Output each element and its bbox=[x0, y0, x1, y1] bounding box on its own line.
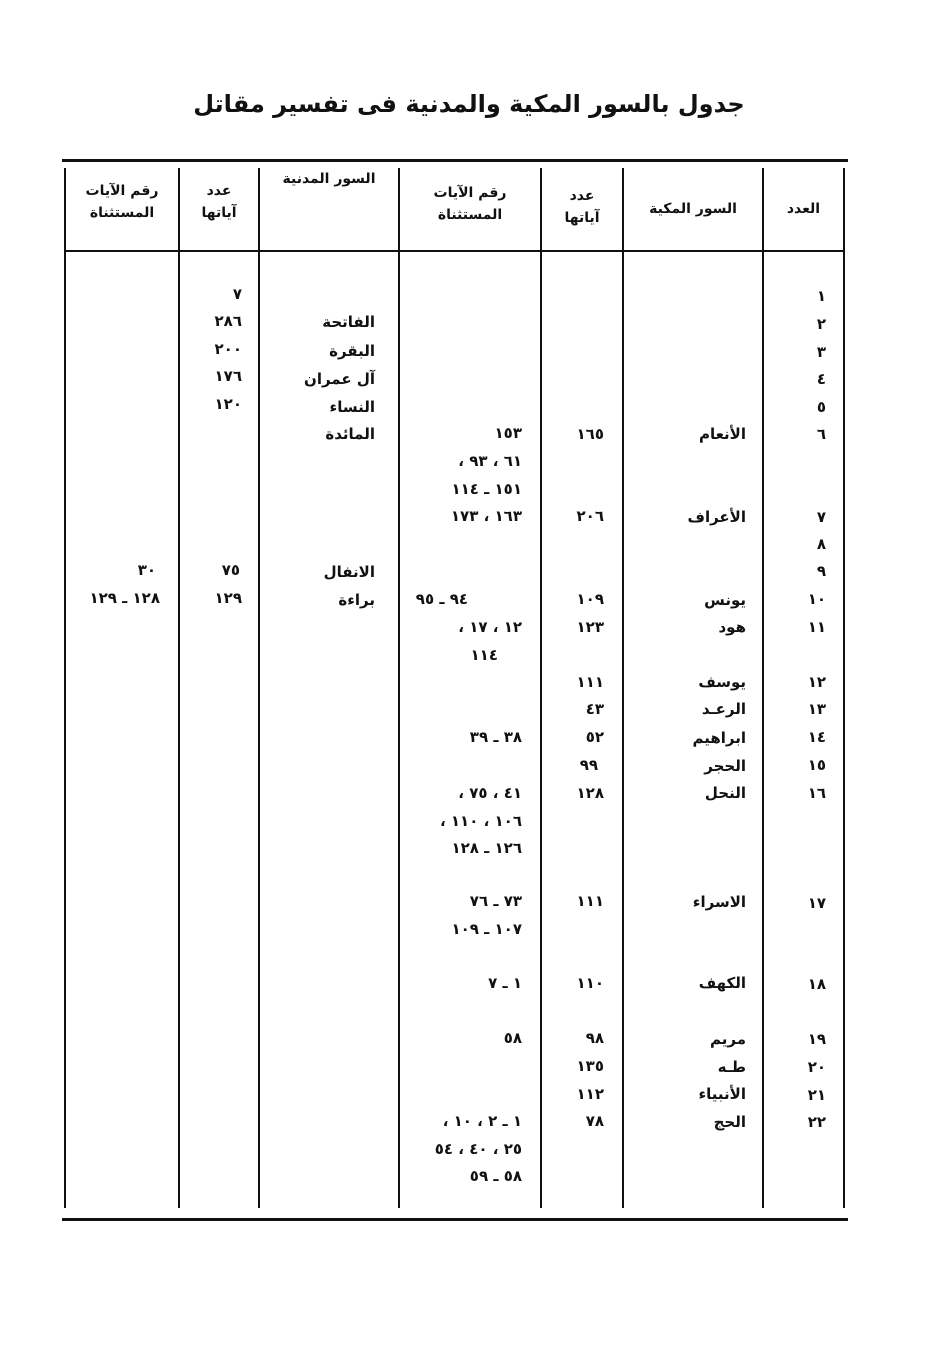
header-meccan-excepted: رقم الآيات المستثناة bbox=[433, 185, 507, 223]
column-divider bbox=[398, 168, 400, 1208]
meccan-excepted-verses: ١٥١ ـ ١١٤ bbox=[451, 480, 522, 498]
row-number: ٩ bbox=[816, 562, 826, 580]
row-number: ٦ bbox=[816, 425, 826, 443]
meccan-verse-count: ١١٠ bbox=[576, 974, 604, 992]
meccan-excepted-verses: ١٢٦ ـ ١٢٨ bbox=[451, 839, 522, 857]
meccan-surah-name: الأعراف bbox=[687, 508, 746, 526]
meccan-excepted-verses: ٥٨ bbox=[503, 1029, 522, 1047]
row-number: ١٦ bbox=[807, 784, 826, 802]
meccan-excepted-verses: ١٥٣ bbox=[494, 424, 522, 442]
meccan-excepted-verses: ١٠٧ ـ ١٠٩ bbox=[451, 920, 522, 938]
medinan-surah-name: المائدة bbox=[325, 425, 375, 443]
column-divider bbox=[762, 168, 764, 1208]
medinan-surah-name: آل عمران bbox=[304, 370, 375, 388]
row-number: ٤ bbox=[816, 370, 826, 388]
page-title: جدول بالسور المكية والمدنية فى تفسير مقاتل bbox=[193, 90, 745, 118]
meccan-verse-count: ٤٣ bbox=[585, 700, 604, 718]
column-divider bbox=[622, 168, 624, 1208]
row-number: ١٨ bbox=[807, 975, 826, 993]
header-underline bbox=[260, 250, 398, 252]
meccan-surah-name: الرعـد bbox=[701, 700, 746, 718]
medinan-surah-name: البقرة bbox=[329, 342, 375, 360]
row-number: ١ bbox=[816, 287, 826, 305]
row-number: ١٣ bbox=[807, 700, 826, 718]
header-medinan-count: عدد آياتها bbox=[201, 183, 237, 221]
header-underline bbox=[400, 250, 540, 252]
meccan-surah-name: الاسراء bbox=[692, 893, 746, 911]
column-divider bbox=[540, 168, 542, 1208]
table-bottom-rule bbox=[62, 1218, 848, 1221]
meccan-excepted-verses: ١ ـ ٧ bbox=[488, 974, 522, 992]
row-number: ٧ bbox=[816, 508, 826, 526]
meccan-surah-name: ابراهيم bbox=[692, 729, 746, 747]
meccan-excepted-verses: ١٦٣ ، ١٧٣ bbox=[450, 507, 522, 525]
medinan-excepted-verses: ١٢٨ ـ ١٢٩ bbox=[89, 589, 160, 607]
meccan-excepted-verses: ٩٤ ـ ٩٥ bbox=[415, 590, 468, 608]
medinan-verse-count: ٧٥ bbox=[221, 561, 240, 579]
row-number: ٢ bbox=[816, 315, 826, 333]
meccan-excepted-verses: ١١٤ bbox=[470, 646, 498, 664]
meccan-surah-name: الحج bbox=[713, 1113, 746, 1131]
meccan-verse-count: ٩٩ bbox=[579, 756, 598, 774]
column-divider bbox=[258, 168, 260, 1208]
row-number: ٣ bbox=[816, 343, 826, 361]
meccan-verse-count: ١٠٩ bbox=[576, 590, 604, 608]
medinan-surah-name: براءة bbox=[338, 591, 375, 609]
meccan-verse-count: ١١١ bbox=[576, 673, 604, 691]
meccan-verse-count: ١٣٥ bbox=[576, 1057, 604, 1075]
column-divider bbox=[64, 168, 66, 1208]
meccan-excepted-verses: ٤١ ، ٧٥ ، bbox=[458, 784, 522, 802]
meccan-verse-count: ٩٨ bbox=[585, 1029, 604, 1047]
meccan-verse-count: ٧٨ bbox=[585, 1112, 604, 1130]
row-number: ٢١ bbox=[807, 1086, 826, 1104]
row-number: ١٧ bbox=[807, 894, 826, 912]
medinan-verse-count: ١٧٦ bbox=[214, 367, 242, 385]
meccan-verse-count: ١٢٣ bbox=[576, 618, 604, 636]
medinan-excepted-verses: ٣٠ bbox=[137, 561, 156, 579]
meccan-excepted-verses: ٢٥ ، ٤٠ ، ٥٤ bbox=[434, 1140, 522, 1158]
row-number: ١٤ bbox=[807, 728, 826, 746]
medinan-verse-count: ١٢٩ bbox=[214, 589, 242, 607]
medinan-verse-count: ٢٨٦ bbox=[214, 312, 242, 330]
meccan-surah-name: الأنبياء bbox=[698, 1085, 746, 1103]
meccan-excepted-verses: ٣٨ ـ ٣٩ bbox=[469, 728, 522, 746]
meccan-excepted-verses: ١٠٦ ، ١١٠ ، bbox=[439, 812, 522, 830]
header-underline bbox=[764, 250, 843, 252]
row-number: ١٢ bbox=[807, 673, 826, 691]
header-medinan-excepted: رقم الآيات المستثناة bbox=[85, 183, 159, 221]
meccan-verse-count: ١١٢ bbox=[576, 1085, 604, 1103]
header-meccan-surahs: السور المكية bbox=[649, 201, 737, 217]
meccan-surah-name: يوسف bbox=[698, 673, 746, 691]
meccan-surah-name: هود bbox=[718, 618, 746, 636]
meccan-verse-count: ١٢٨ bbox=[576, 784, 604, 802]
meccan-excepted-verses: ٥٨ ـ ٥٩ bbox=[469, 1167, 522, 1185]
medinan-verse-count: ٧ bbox=[232, 285, 242, 303]
column-divider bbox=[843, 168, 845, 1208]
medinan-surah-name: الانفال bbox=[323, 563, 375, 581]
header-underline bbox=[624, 250, 762, 252]
meccan-surah-name: مريم bbox=[709, 1030, 746, 1048]
row-number: ١٠ bbox=[807, 590, 826, 608]
row-number: ٢٢ bbox=[807, 1113, 826, 1131]
meccan-surah-name: النحل bbox=[704, 784, 746, 802]
meccan-verse-count: ١١١ bbox=[576, 892, 604, 910]
meccan-excepted-verses: ٦١ ، ٩٣ ، bbox=[458, 452, 522, 470]
column-divider bbox=[178, 168, 180, 1208]
row-number: ١١ bbox=[807, 618, 826, 636]
row-number: ١٥ bbox=[807, 756, 826, 774]
meccan-surah-name: الحجر bbox=[704, 757, 746, 775]
medinan-surah-name: الفاتحة bbox=[322, 313, 375, 331]
row-number: ٥ bbox=[816, 398, 826, 416]
meccan-verse-count: ١٦٥ bbox=[576, 425, 604, 443]
row-number: ٢٠ bbox=[807, 1058, 826, 1076]
header-underline bbox=[66, 250, 178, 252]
meccan-excepted-verses: ١ ـ ٢ ، ١٠ ، bbox=[442, 1112, 522, 1130]
header-meccan-count: عدد آياتها bbox=[564, 188, 600, 226]
meccan-surah-name: يونس bbox=[704, 591, 746, 609]
header-medinan-surahs: السور المدنية bbox=[282, 171, 376, 187]
header-underline bbox=[542, 250, 622, 252]
medinan-verse-count: ١٢٠ bbox=[214, 395, 242, 413]
meccan-verse-count: ٥٢ bbox=[585, 728, 604, 746]
meccan-surah-name: الأنعام bbox=[698, 425, 746, 443]
medinan-surah-name: النساء bbox=[329, 398, 375, 416]
row-number: ٨ bbox=[816, 535, 826, 553]
meccan-excepted-verses: ٧٣ ـ ٧٦ bbox=[469, 892, 522, 910]
meccan-verse-count: ٢٠٦ bbox=[576, 507, 604, 525]
meccan-surah-name: الكهف bbox=[698, 974, 746, 992]
row-number: ١٩ bbox=[807, 1030, 826, 1048]
header-number: العدد bbox=[786, 201, 821, 217]
table-top-rule bbox=[62, 159, 848, 162]
meccan-excepted-verses: ١٢ ، ١٧ ، bbox=[458, 618, 522, 636]
medinan-verse-count: ٢٠٠ bbox=[214, 340, 242, 358]
meccan-surah-name: طـه bbox=[717, 1058, 746, 1076]
header-underline bbox=[180, 250, 258, 252]
